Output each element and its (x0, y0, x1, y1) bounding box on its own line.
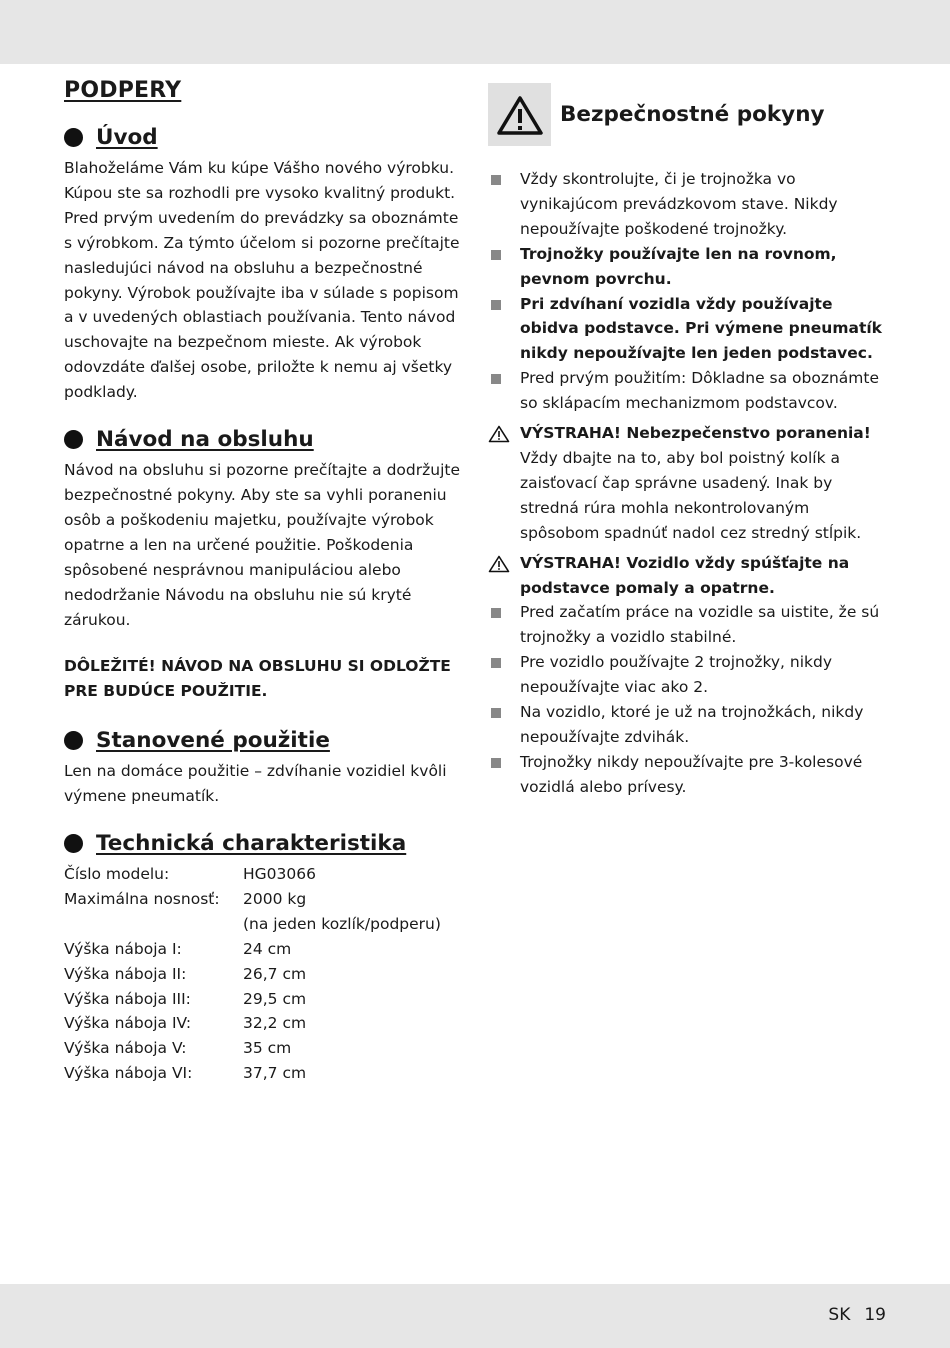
safety-heading (488, 83, 888, 146)
section-heading (64, 125, 464, 150)
spec-label: Výška náboja II: (64, 964, 187, 983)
spec-label: Výška náboja VI: (64, 1064, 193, 1083)
section-title-technical: Technická charakteristika (96, 831, 407, 857)
spec-value: (na jeden kozlík/podperu) (243, 914, 441, 933)
list-item-text: Pred začatím práce na vozidle sa uistite, že sú trojnožky a vozidlo stabilné. (520, 603, 880, 647)
list-item-text: Vždy skontrolujte, či je trojnožka vo vynikajúcom prevádzkovom stave. Nikdy nepoužívajte poškodené trojnožky. (520, 170, 838, 238)
list-item (488, 750, 888, 800)
spec-table (64, 862, 464, 1086)
warning-body: Vždy dbajte na to, aby bol poistný kolík a zaisťovací čap správne usadený. Inak by stredná rúra mohla nekontrolovaným spôsobom spadnúť nadol cez stredný stĺpik. (520, 448, 862, 542)
warning-item (488, 421, 888, 546)
section-text-uvod: Blahoželáme Vám ku kúpe Vášho nového výrobku. Kúpou ste sa rozhodli pre vysoko kvalitný produkt. Pred prvým uvedením do prevádzky sa oboznámte s výrobkom. Za týmto účelom si pozorne prečítajte nasledujúci návod na obsluhu a bezpečnostné pokyny. Výrobok používajte iba v súlade s popisom a v uvedených oblastiach používania. Tento návod uschovajte na bezpečnom mieste. Ak výrobok odovzdáte ďalšej osobe, priložte k nemu aj všetky podklady. (64, 159, 460, 402)
section-technical (64, 831, 464, 1086)
list-item (488, 700, 888, 750)
section-title-pouzitie: Stanovené použitie (96, 728, 330, 754)
section-heading (64, 427, 464, 452)
bullet-dot-icon (64, 430, 83, 449)
list-item-text: Na vozidlo, ktoré je už na trojnožkách, nikdy nepoužívajte zdvihák. (520, 703, 864, 746)
bullet-dot-icon (64, 731, 83, 750)
warning-small-icon (488, 551, 520, 601)
list-item-text: Pre vozidlo používajte 2 trojnožky, nikdy nepoužívajte viac ako 2. (520, 653, 833, 697)
section-heading (64, 831, 464, 856)
square-bullet-icon (488, 167, 520, 242)
list-item (488, 650, 888, 700)
spec-value: 26,7 cm (243, 964, 307, 983)
spec-value: HG03066 (243, 865, 316, 884)
page-number: 19 (864, 1305, 886, 1325)
footer-band (0, 1284, 950, 1348)
spec-label (64, 912, 243, 937)
warning-bold: VÝSTRAHA! Vozidlo vždy spúšťajte na podstavce pomaly a opatrne. (520, 553, 850, 597)
square-bullet-icon (488, 366, 520, 416)
list-item-text: Pri zdvíhaní vozidla vždy používajte obidva podstavce. Pri výmene pneumatík nikdy nepoužívajte len jeden podstavec. (520, 294, 882, 363)
list-item (488, 167, 888, 242)
spec-value: 24 cm (243, 939, 292, 958)
list-item (488, 600, 888, 650)
spec-value: 2000 kg (243, 889, 307, 908)
section-heading (64, 728, 464, 753)
spec-value: 32,2 cm (243, 1014, 307, 1033)
warning-text (520, 421, 888, 546)
section-text-navod: Návod na obsluhu si pozorne prečítajte a dodržujte bezpečnostné pokyny. Aby ste sa vyhli poraneniu osôb a poškodeniu majetku, používajte výrobok opatrne a len na určené použitie. Poškodenia spôsobené nesprávnou manipuláciou alebo nedodržanie Návodu na obsluhu nie sú kryté zárukou. (64, 461, 460, 629)
section-title-uvod: Úvod (96, 125, 158, 150)
list-item (488, 242, 888, 292)
warning-bold: VÝSTRAHA! Nebezpečenstvo poranenia! (520, 424, 871, 443)
section-text-pouzitie: Len na domáce použitie – zdvíhanie vozidiel kvôli výmene pneumatík. (64, 762, 447, 806)
bullet-dot-icon (64, 128, 83, 147)
section-uvod (64, 125, 464, 405)
list-item-text: Trojnožky používajte len na rovnom, pevnom povrchu. (520, 244, 837, 288)
list-item-text: Pred prvým použitím: Dôkladne sa oboznámte so sklápacím mechanizmom podstavcov. (520, 369, 880, 413)
safety-title: Bezpečnostné pokyny (560, 102, 825, 127)
important-notice: DÔLEŽITÉ! NÁVOD NA OBSLUHU SI ODLOŽTE PRE BUDÚCE POUŽITIE. (64, 657, 451, 701)
square-bullet-icon (488, 700, 520, 750)
square-bullet-icon (488, 292, 520, 367)
spec-label: Výška náboja V: (64, 1039, 187, 1058)
spec-label: Výška náboja IV: (64, 1014, 192, 1033)
square-bullet-icon (488, 750, 520, 800)
square-bullet-icon (488, 650, 520, 700)
section-navod (64, 427, 464, 632)
warning-item (488, 551, 888, 601)
list-item (488, 292, 888, 367)
warning-triangle-icon (488, 83, 551, 146)
section-pouzitie (64, 728, 464, 809)
list-item (488, 366, 888, 416)
spec-label: Maximálna nosnosť: (64, 889, 220, 908)
spec-value: 35 cm (243, 1039, 292, 1058)
bullet-dot-icon (64, 834, 83, 853)
page-footer (814, 1305, 886, 1325)
square-bullet-icon (488, 242, 520, 292)
section-title-navod: Návod na obsluhu (96, 427, 314, 453)
spec-value: 29,5 cm (243, 989, 307, 1008)
language-code: SK (828, 1305, 851, 1325)
right-column (488, 83, 888, 800)
page-title: PODPERY (64, 78, 182, 103)
warning-small-icon (488, 421, 520, 546)
spec-label: Výška náboja III: (64, 989, 191, 1008)
list-item-text: Trojnožky nikdy nepoužívajte pre 3-kolesové vozidlá alebo prívesy. (520, 752, 863, 796)
left-column (64, 78, 464, 1108)
square-bullet-icon (488, 600, 520, 650)
spec-label: Výška náboja I: (64, 939, 182, 958)
spec-value: 37,7 cm (243, 1064, 307, 1083)
header-band (0, 0, 950, 64)
spec-label: Číslo modelu: (64, 865, 170, 884)
